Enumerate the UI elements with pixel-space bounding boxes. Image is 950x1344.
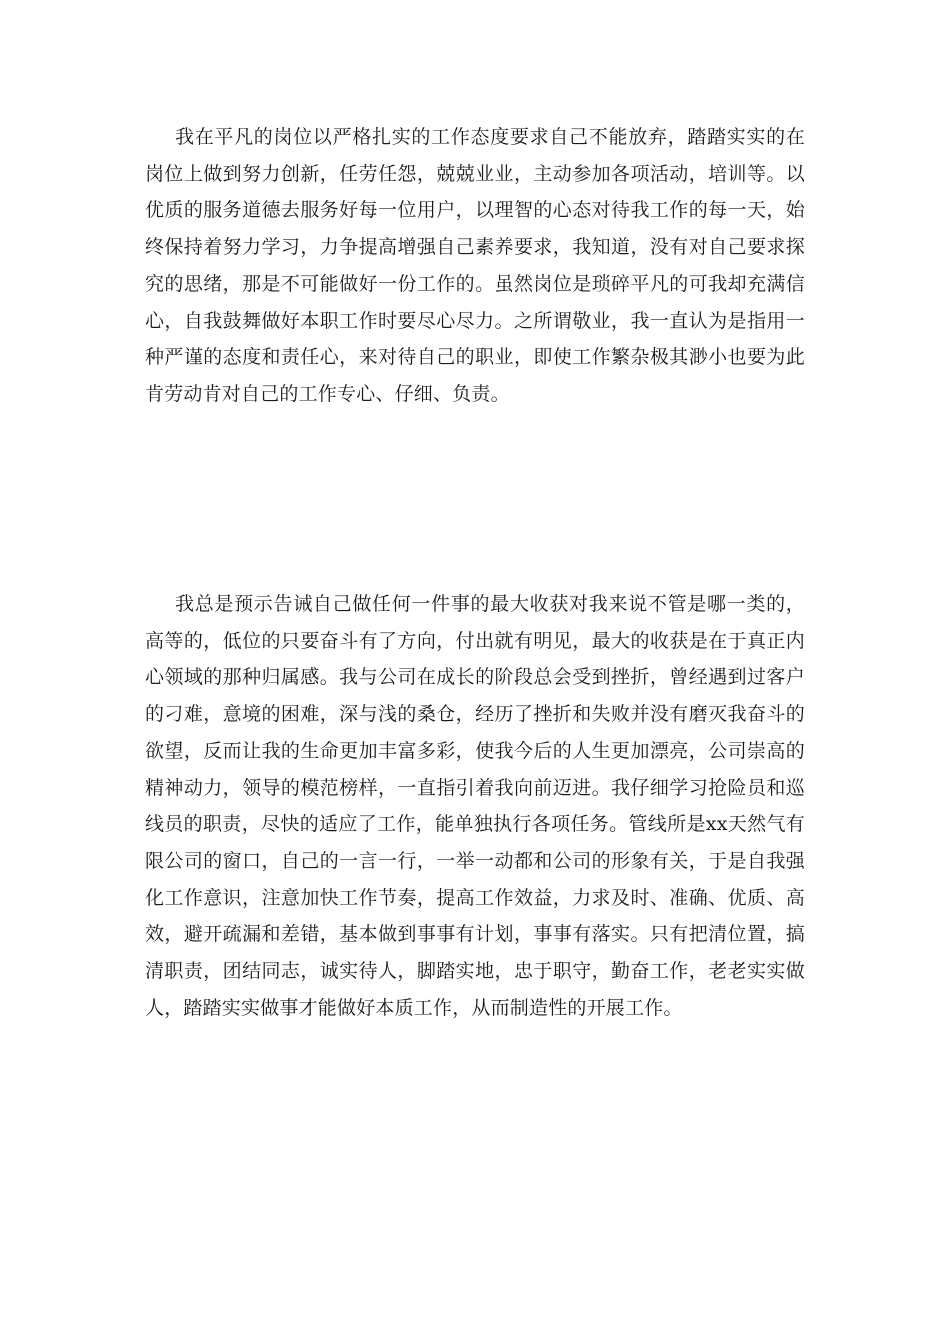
paragraph-2: 我总是预示告诫自己做任何一件事的最大收获对我来说不管是哪一类的，高等的，低位的只要奋斗有了方向，付出就有明见，最大的收获是在于真正内心领域的那种归属感。我与公司在成长的阶段总会受到挫折，曾经遇到过客户的刁难，意境的困难，深与浅的桑仓，经历了挫折和失败并没有磨灭我奋斗的欲望，反而让我的生命更加丰富多彩，使我今后的人生更加漂亮，公司崇高的精神动力，领导的模范榜样，一直指引着我向前迈进。我仔细学习抢险员和巡线员的职责，尽快的适应了工作，能单独执行各项任务。管线所是xx天然气有限公司的窗口，自己的一言一行，一举一动都和公司的形象有关，于是自我强化工作意识，注意加快工作节奏，提高工作效益，力求及时、准确、优质、高效，避开疏漏和差错，基本做到事事有计划，事事有落实。只有把清位置，搞清职责，团结同志，诚实待人，脚踏实地，忠于职守，勤奋工作，老老实实做人，踏踏实实做事才能做好本质工作，从而制造性的开展工作。 [145, 593, 805, 1019]
paragraph-1: 我在平凡的岗位以严格扎实的工作态度要求自己不能放弃，踏踏实实的在岗位上做到努力创新，任劳任怨，兢兢业业，主动参加各项活动，培训等。以优质的服务道德去服务好每一位用户，以理智的心态对待我工作的每一天，始终保持着努力学习，力争提高增强自己素养要求，我知道，没有对自己要求探究的思绪，那是不可能做好一份工作的。虽然岗位是琐碎平凡的可我却充满信心，自我鼓舞做好本职工作时要尽心尽力。之所谓敬业，我一直认为是指用一种严谨的态度和责任心，来对待自己的职业，即使工作繁杂极其渺小也要为此肯劳动肯对自己的工作专心、仔细、负责。 [145, 126, 805, 405]
